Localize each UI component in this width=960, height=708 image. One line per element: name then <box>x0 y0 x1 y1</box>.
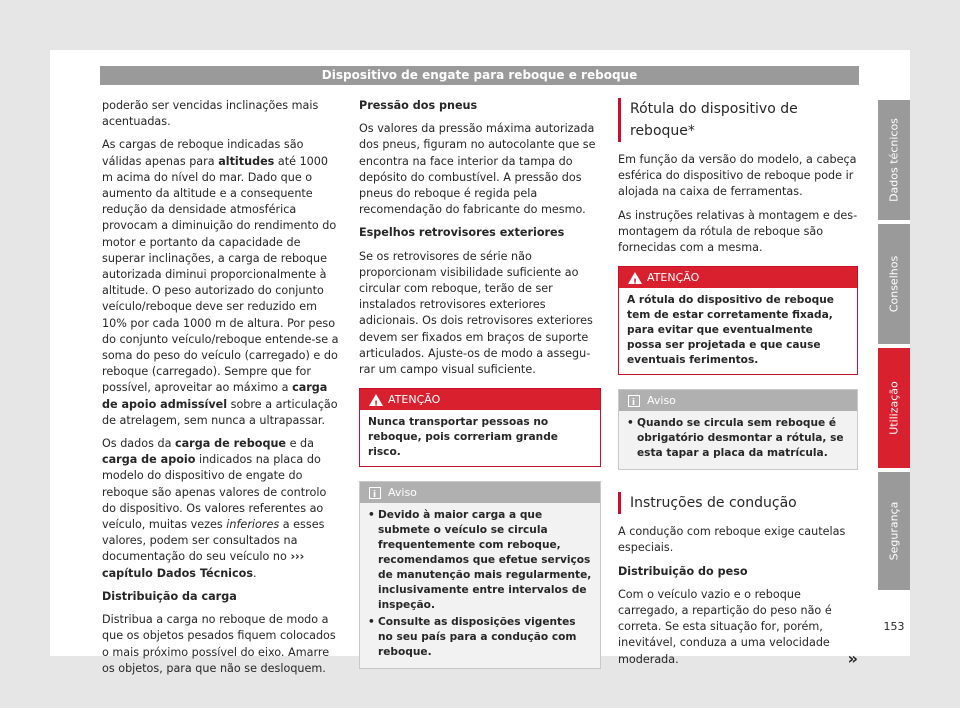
info-icon <box>628 395 640 407</box>
warning-text: Nunca transportar pessoas no reboque, pois correriam grande risco. <box>368 416 558 459</box>
warning-box <box>618 266 858 375</box>
warning-text: A rótula do dispositivo de reboque tem de estar corretamente fixada, para evitar que eventualmente possa ser projetada e que cause eventuais ferimentos. <box>627 294 834 367</box>
text: Os dados da <box>102 437 175 451</box>
warning-title: ATENÇÃO <box>388 393 441 407</box>
note-header <box>619 390 857 411</box>
warning-box <box>359 388 601 467</box>
note-title: Aviso <box>388 486 417 500</box>
info-icon <box>369 487 381 499</box>
text: Com o veículo vazio e o reboque carregado, a repartição do peso não é correta. Se esta situação for, porém, inevitável, conduza a uma velocidade moderada. <box>618 587 832 666</box>
section-title: Rótula do dispositivo de reboque* <box>618 98 858 142</box>
paragraph: Distribua a carga no reboque de modo a que os objetos pesados fiquem colocados o mais próximo possível do eixo. Amarre os objetos, para que não se desloquem. <box>102 613 336 675</box>
note-item: • Consulte as disposições vigentes no seu país para a condução com reboque. <box>368 615 592 660</box>
tab-label: Conselhos <box>887 255 901 313</box>
warning-icon <box>369 394 383 406</box>
paragraph-dados <box>102 436 340 582</box>
paragraph: As instruções relativas à montagem e desmontagem da rótula de reboque são fornecidas com a mesma. <box>618 208 858 255</box>
warning-title: ATENÇÃO <box>647 271 700 285</box>
paragraph <box>618 587 858 668</box>
bold-text: altitudes <box>218 154 275 168</box>
subheading: Distribuição do peso <box>618 564 748 578</box>
section-title: Instruções de condução <box>618 492 858 514</box>
note-title: Aviso <box>647 394 676 408</box>
paragraph: A condução com reboque exige cautelas especiais. <box>618 525 846 555</box>
chapter-link[interactable]: ››› capítulo Dados Técnicos <box>102 550 305 580</box>
tab-label: Utilização <box>887 381 901 435</box>
text: indicados na placa do modelo do dispositivo de engate do reboque são apenas valores de controlo do dispositivo. Os valores referentes ao veículo, muitas vezes <box>102 453 327 532</box>
note-header <box>360 482 600 503</box>
text: sobre a articulação de atrelagem, sem nunca a ultrapassar. <box>102 397 338 427</box>
warning-icon <box>628 272 642 284</box>
tab-dados-tecnicos[interactable] <box>878 100 910 220</box>
bold-text: carga de apoio <box>102 453 196 467</box>
subheading: Distribuição da carga <box>102 589 237 603</box>
note-item: • Quando se circula sem reboque é obrigatório desmontar a rótula, se esta tapar a placa da matrícula. <box>627 416 849 461</box>
column-2 <box>359 98 601 683</box>
paragraph-altitudes <box>102 137 340 429</box>
warning-header <box>619 267 857 288</box>
paragraph: Os valores da pressão máxima autorizada dos pneus, figuram no autocolante que se encontra na face interior da tampa do depósito do combustível. A pressão dos pneus do reboque é regida pela recomendação do fabricante do mesmo. <box>359 122 596 217</box>
text: e da <box>286 437 314 451</box>
subheading: Espelhos retrovisores exteriores <box>359 226 565 240</box>
text: . <box>252 566 257 580</box>
text: As cargas de reboque indicadas são válidas apenas para <box>102 138 304 168</box>
column-3 <box>618 98 858 675</box>
italic-text: inferiores <box>226 518 280 532</box>
note-box <box>359 481 601 669</box>
text: a esses valores, podem ser consultados na documentação do seu veículo no <box>102 518 325 564</box>
paragraph: Em função da versão do modelo, a cabeça esférica do dispositivo de reboque pode ir alojada na caixa de ferramentas. <box>618 153 857 199</box>
note-item: • Devido à maior carga a que submete o veículo se circula frequentemente com reboque, recomendamos que efetue serviços de manutenção mais regularmente, inclusivamente entre intervalos de inspeção. <box>368 508 592 613</box>
tab-seguranca[interactable] <box>878 472 910 590</box>
note-box <box>618 389 858 470</box>
subheading: Pressão dos pneus <box>359 99 478 112</box>
tab-conselhos[interactable] <box>878 224 910 344</box>
paragraph: poderão ser vencidas inclinações mais acentuadas. <box>102 99 319 129</box>
bold-text: carga de apoio admissível <box>102 381 328 411</box>
tab-label: Segurança <box>887 501 901 561</box>
page-number: 153 <box>883 620 905 633</box>
page-header: Dispositivo de engate para reboque e reboque <box>100 66 859 85</box>
tab-label: Dados técnicos <box>887 118 901 202</box>
column-1 <box>102 98 340 684</box>
paragraph: Se os retrovisores de série não proporcionam visibilidade suficiente ao circular com reboque, terão de ser instalados retrovisores exteriores adicionais. Os dois retrovisores exteriores devem ser fixados em braços de suporte articulados. Ajuste-os de modo a assegurar um campo visual suficiente. <box>359 249 593 377</box>
warning-header <box>360 389 600 410</box>
text: até 1000 m acima do nível do mar. Dado que o aumento da altitude e a consequente redução da densidade atmosférica provocam a diminuição do rendimento do motor e portanto da capacidade de superar inclinações, a carga de reboque autorizada diminui proporcionalmente à altitude. O peso autorizado do conjunto veículo/reboque deve ser reduzido em 10% por cada 1000 m de altura. Por peso do conjunto veículo/reboque entende-se a soma do peso do veículo (carregado) e do reboque (carregado). Sempre que for possível, aproveitar ao máximo a <box>102 154 339 395</box>
continue-marker: » <box>847 648 858 668</box>
tab-utilizacao[interactable] <box>878 348 910 468</box>
bold-text: carga de reboque <box>175 437 287 451</box>
